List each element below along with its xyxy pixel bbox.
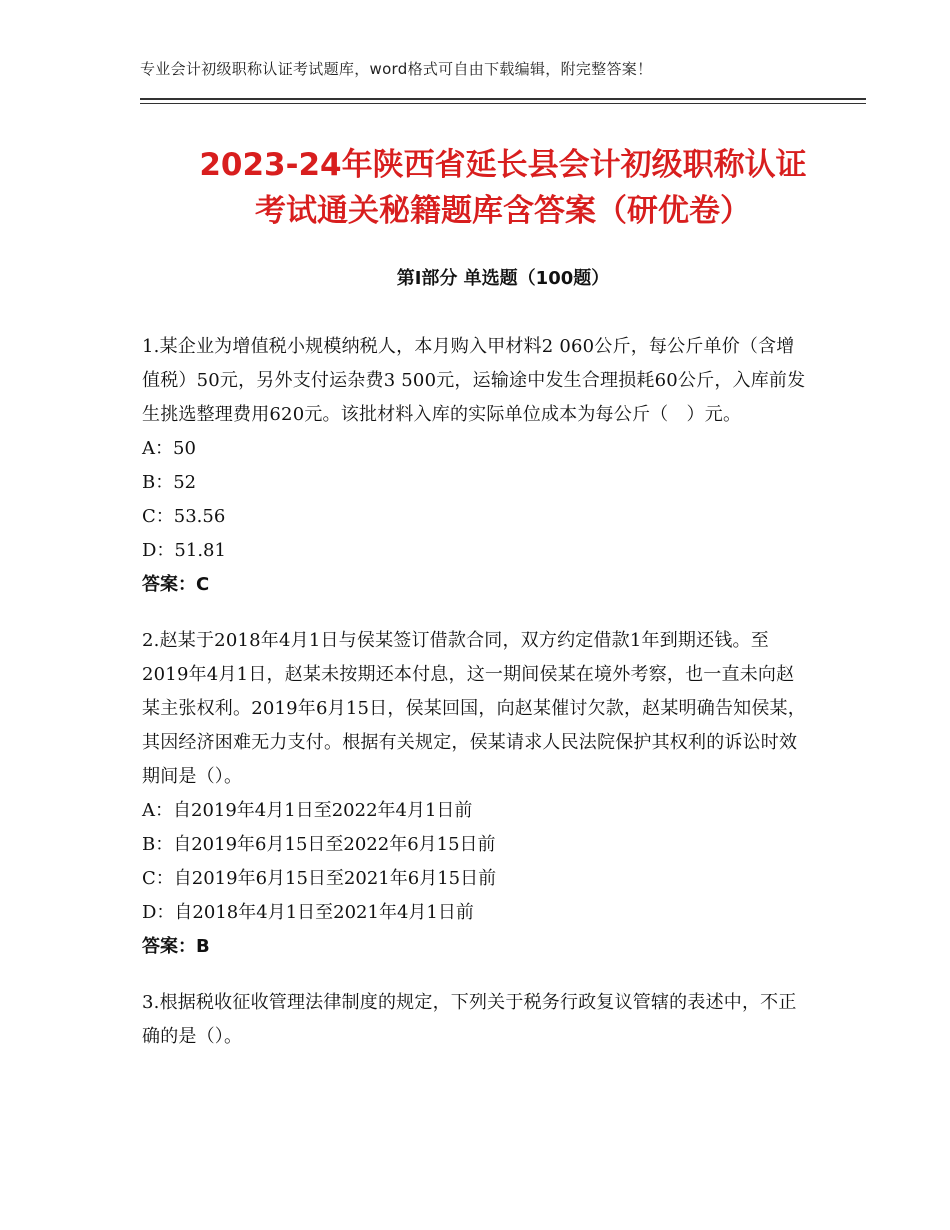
question-3 bbox=[142, 986, 807, 1054]
option-b: B：52 bbox=[142, 472, 197, 493]
header-note: 专业会计初级职称认证考试题库，word格式可自由下载编辑，附完整答案！ bbox=[140, 60, 653, 78]
question-stem: 1.某企业为增值税小规模纳税人，本月购入甲材料2 060公斤，每公斤单价（含增值税）50元，另外支付运杂费3 500元，运输途中发生合理损耗60公斤，入库前发生挑选整理费用620元。该批材料入库的实际单位成本为每公斤（ ）元。 bbox=[142, 336, 806, 425]
answer-line: 答案：C bbox=[142, 574, 210, 595]
option-a: A：50 bbox=[142, 438, 196, 459]
title-line-2: 考试通关秘籍题库含答案（研优卷） bbox=[255, 193, 751, 229]
header-rule-thick bbox=[140, 98, 866, 100]
answer-line: 答案：B bbox=[142, 936, 210, 957]
option-c: C：53.56 bbox=[142, 506, 226, 527]
header-rule-thin bbox=[140, 103, 866, 104]
option-a: A：自2019年4月1日至2022年4月1日前 bbox=[142, 800, 473, 821]
question-1 bbox=[142, 330, 807, 602]
option-c: C：自2019年6月15日至2021年6月15日前 bbox=[142, 868, 497, 889]
option-d: D：自2018年4月1日至2021年4月1日前 bbox=[142, 902, 474, 923]
question-2 bbox=[142, 624, 807, 964]
question-list bbox=[142, 330, 807, 1076]
option-b: B：自2019年6月15日至2022年6月15日前 bbox=[142, 834, 496, 855]
section-heading: 第Ⅰ部分 单选题（100题） bbox=[396, 268, 610, 289]
title-line-1: 2023-24年陕西省延长县会计初级职称认证 bbox=[199, 147, 807, 183]
option-d: D：51.81 bbox=[142, 540, 226, 561]
document-title bbox=[140, 142, 866, 234]
question-stem: 3.根据税收征收管理法律制度的规定，下列关于税务行政复议管辖的表述中，不正确的是（）。 bbox=[142, 992, 797, 1047]
question-stem: 2.赵某于2018年4月1日与侯某签订借款合同，双方约定借款1年到期还钱。至2019年4月1日，赵某未按期还本付息，这一期间侯某在境外考察，也一直未向赵某主张权利。2019年6月15日，侯某回国，向赵某催讨欠款，赵某明确告知侯某，其因经济困难无力支付。根据有关规定，侯某请求人民法院保护其权利的诉讼时效期间是（）。 bbox=[142, 630, 806, 787]
